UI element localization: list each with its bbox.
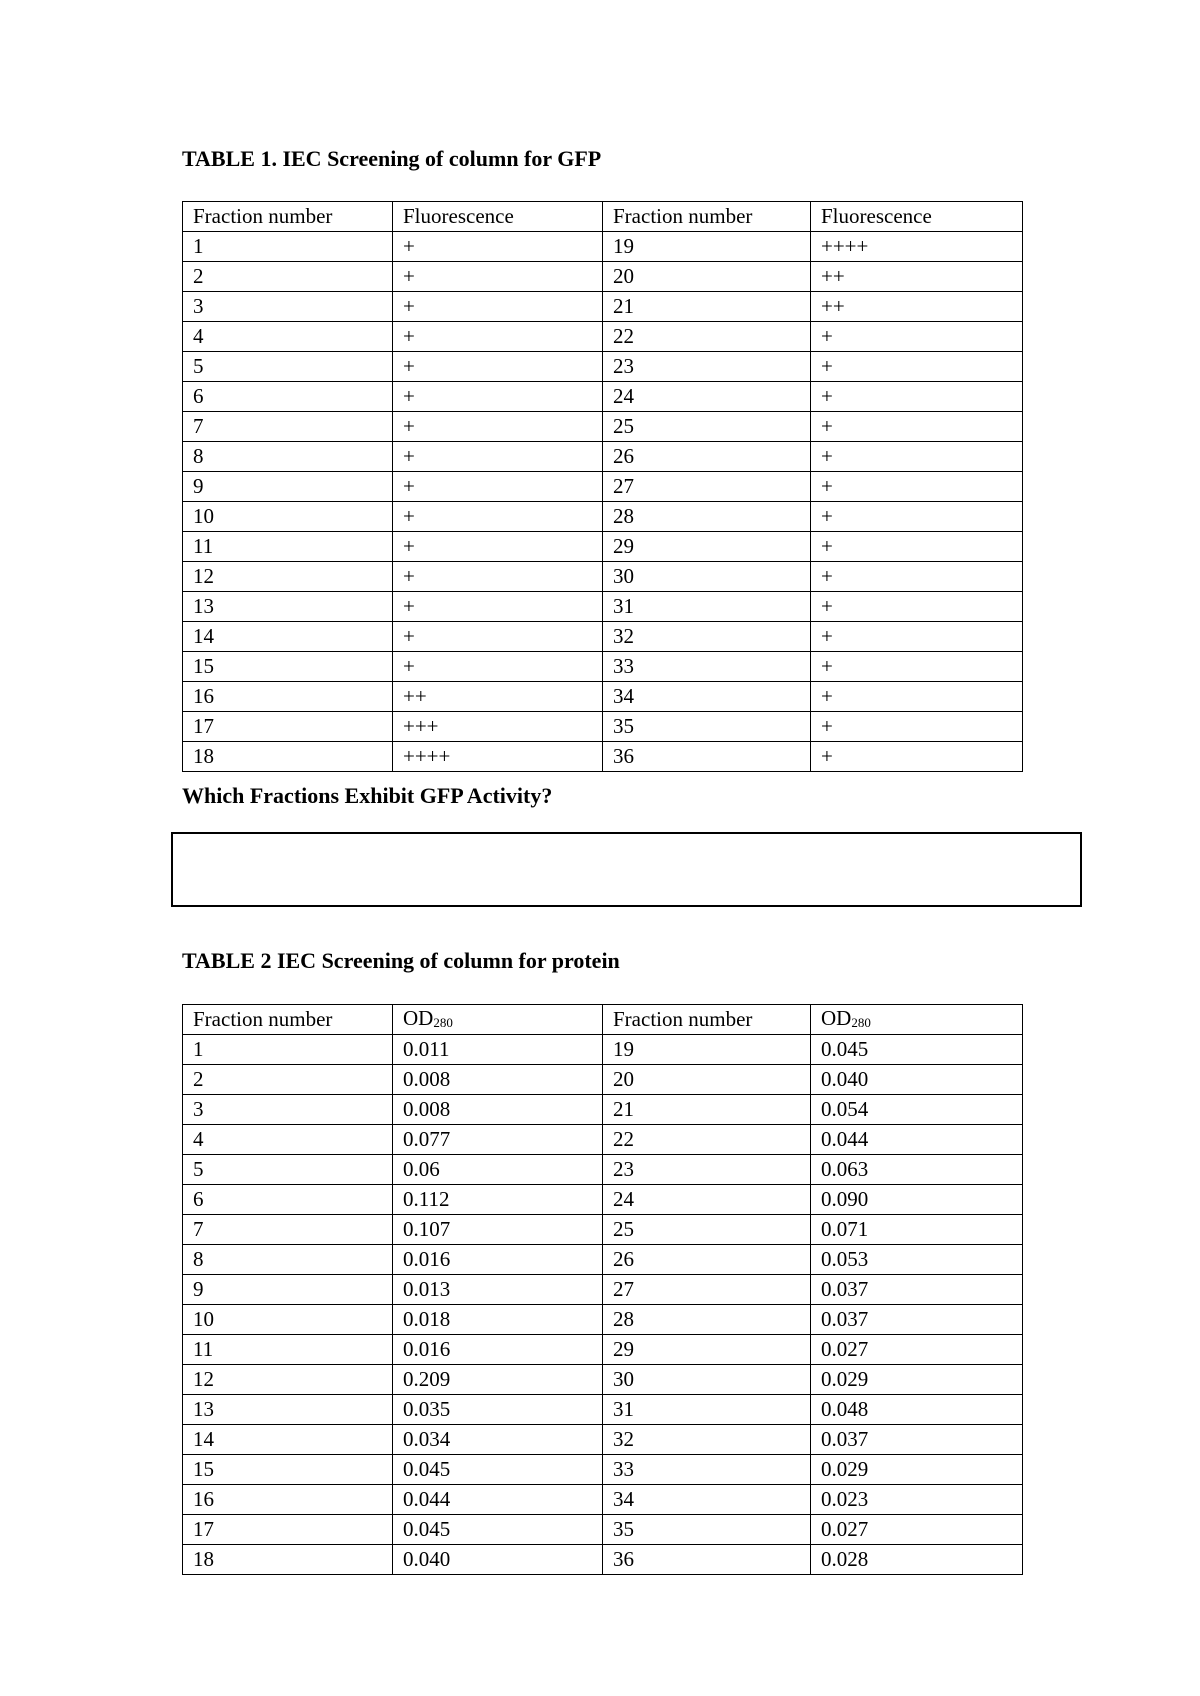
table-cell: 0.044 [393,1485,603,1515]
table-cell: + [393,352,603,382]
table-cell: 4 [183,1125,393,1155]
header-label: Fraction number [193,1007,333,1031]
header-cell: Fraction number [183,202,393,232]
table-cell: 13 [183,1395,393,1425]
table-cell: 0.027 [811,1515,1023,1545]
table-cell: 21 [603,1095,811,1125]
table-row [183,352,1023,382]
table-cell: 0.040 [811,1065,1023,1095]
table1-body [183,202,1023,772]
table-row [183,652,1023,682]
table-cell: 0.037 [811,1275,1023,1305]
table-row [183,712,1023,742]
header-cell [603,1005,811,1035]
table-row [183,1065,1023,1095]
table-cell: 13 [183,592,393,622]
table-header-row [183,1005,1023,1035]
table-cell: + [811,352,1023,382]
table-cell: 0.209 [393,1365,603,1395]
table-cell: 0.045 [393,1515,603,1545]
table-cell: + [811,322,1023,352]
table-cell: ++++ [393,742,603,772]
table-cell: 0.008 [393,1095,603,1125]
table-row [183,1395,1023,1425]
table-cell: 1 [183,1035,393,1065]
table-cell: 3 [183,292,393,322]
table-cell: 0.063 [811,1155,1023,1185]
table-cell: + [393,382,603,412]
answer-box[interactable] [171,832,1082,907]
table-cell: 17 [183,712,393,742]
table-cell: 32 [603,1425,811,1455]
table-cell: 9 [183,1275,393,1305]
table-cell: + [811,532,1023,562]
table-cell: + [811,472,1023,502]
header-cell: Fraction number [603,202,811,232]
table-cell: ++ [393,682,603,712]
table-cell: + [393,292,603,322]
header-cell: Fluorescence [393,202,603,232]
table-cell: 0.016 [393,1245,603,1275]
table-cell: + [811,412,1023,442]
table-cell: 0.071 [811,1215,1023,1245]
table-cell: 0.013 [393,1275,603,1305]
table-cell: + [811,592,1023,622]
table-row [183,382,1023,412]
gfp-fluorescence-table [182,201,1023,772]
table-cell: 32 [603,622,811,652]
table-row [183,412,1023,442]
table-cell: 11 [183,1335,393,1365]
table-cell: 0.037 [811,1425,1023,1455]
table-cell: 18 [183,1545,393,1575]
table-cell: 5 [183,1155,393,1185]
table-cell: 20 [603,1065,811,1095]
table-cell: 0.029 [811,1365,1023,1395]
table-cell: 6 [183,382,393,412]
table-cell: 12 [183,1365,393,1395]
table-cell: + [811,652,1023,682]
table-cell: ++ [811,262,1023,292]
table-cell: + [393,562,603,592]
header-cell [811,1005,1023,1035]
table-cell: 30 [603,1365,811,1395]
table-cell: 16 [183,682,393,712]
table-row [183,1515,1023,1545]
table-row [183,1185,1023,1215]
header-cell [393,1005,603,1035]
table-cell: 6 [183,1185,393,1215]
table-cell: 11 [183,532,393,562]
table-cell: 29 [603,1335,811,1365]
table-cell: 0.040 [393,1545,603,1575]
table-cell: 27 [603,472,811,502]
table-cell: + [393,652,603,682]
table-row [183,592,1023,622]
table-cell: 19 [603,232,811,262]
table-cell: 28 [603,1305,811,1335]
table-cell: + [393,442,603,472]
table-row [183,562,1023,592]
table-cell: 0.107 [393,1215,603,1245]
table-row [183,1155,1023,1185]
table-cell: 9 [183,472,393,502]
table-cell: 0.045 [393,1455,603,1485]
table-cell: 23 [603,352,811,382]
table-cell: 0.016 [393,1335,603,1365]
table-cell: 5 [183,352,393,382]
table-cell: 0.018 [393,1305,603,1335]
table-cell: 29 [603,532,811,562]
table-cell: + [393,622,603,652]
table-cell: 3 [183,1095,393,1125]
table-cell: 35 [603,712,811,742]
table-cell: 36 [603,742,811,772]
table-cell: 28 [603,502,811,532]
table-cell: 0.090 [811,1185,1023,1215]
table-row [183,262,1023,292]
table-cell: 22 [603,322,811,352]
table-cell: 0.054 [811,1095,1023,1125]
table-cell: + [393,262,603,292]
table-cell: 14 [183,1425,393,1455]
table-cell: 26 [603,442,811,472]
table-row [183,1245,1023,1275]
table2-body [183,1005,1023,1575]
table-cell: 0.023 [811,1485,1023,1515]
table-cell: + [811,502,1023,532]
table-cell: 2 [183,262,393,292]
table-cell: 0.045 [811,1035,1023,1065]
table-row [183,682,1023,712]
table-row [183,472,1023,502]
table-cell: + [393,532,603,562]
table-row [183,1455,1023,1485]
table-cell: + [811,712,1023,742]
table-row [183,322,1023,352]
protein-od-table [182,1004,1023,1575]
table-cell: 0.008 [393,1065,603,1095]
table-row [183,1305,1023,1335]
table-cell: 7 [183,1215,393,1245]
table-cell: 25 [603,1215,811,1245]
table-cell: 7 [183,412,393,442]
table-cell: + [811,622,1023,652]
table-row [183,532,1023,562]
table-cell: 1 [183,232,393,262]
table-cell: + [811,742,1023,772]
table-cell: 31 [603,592,811,622]
table-row [183,1095,1023,1125]
table-header-row [183,202,1023,232]
table-cell: 10 [183,1305,393,1335]
table-row [183,292,1023,322]
table-cell: 33 [603,1455,811,1485]
table-cell: 36 [603,1545,811,1575]
table-cell: 31 [603,1395,811,1425]
table1-title: TABLE 1. IEC Screening of column for GFP [182,146,602,171]
table-row [183,1545,1023,1575]
question-text: Which Fractions Exhibit GFP Activity? [182,783,553,808]
table-cell: 0.044 [811,1125,1023,1155]
header-label: OD [403,1006,434,1030]
table-cell: 12 [183,562,393,592]
table-cell: ++++ [811,232,1023,262]
table-cell: + [393,322,603,352]
table-cell: 27 [603,1275,811,1305]
table-row [183,1215,1023,1245]
table-cell: 24 [603,382,811,412]
table-cell: 0.011 [393,1035,603,1065]
table-cell: + [811,382,1023,412]
table-cell: 0.028 [811,1545,1023,1575]
table-cell: 35 [603,1515,811,1545]
table-cell: 22 [603,1125,811,1155]
table-cell: 17 [183,1515,393,1545]
table-cell: 34 [603,1485,811,1515]
header-cell: Fluorescence [811,202,1023,232]
table-cell: 33 [603,652,811,682]
table-cell: +++ [393,712,603,742]
table-cell: 25 [603,412,811,442]
table-cell: + [811,562,1023,592]
table-cell: 21 [603,292,811,322]
header-subscript: 280 [433,1015,453,1030]
table-cell: 19 [603,1035,811,1065]
table-row [183,232,1023,262]
table-row [183,1125,1023,1155]
table-row [183,1485,1023,1515]
table-cell: + [393,502,603,532]
table-cell: 23 [603,1155,811,1185]
table-cell: 0.053 [811,1245,1023,1275]
table-row [183,442,1023,472]
table-cell: 4 [183,322,393,352]
table-cell: 15 [183,1455,393,1485]
table-cell: 8 [183,1245,393,1275]
table-row [183,622,1023,652]
table-cell: ++ [811,292,1023,322]
table-cell: 0.077 [393,1125,603,1155]
header-label: OD [821,1006,852,1030]
header-cell [183,1005,393,1035]
table-row [183,742,1023,772]
table-cell: 14 [183,622,393,652]
table-row [183,1335,1023,1365]
table-cell: 26 [603,1245,811,1275]
table-row [183,1365,1023,1395]
table-cell: 0.029 [811,1455,1023,1485]
table-row [183,1275,1023,1305]
table-cell: 8 [183,442,393,472]
table-cell: 0.06 [393,1155,603,1185]
table-cell: 0.027 [811,1335,1023,1365]
header-subscript: 280 [851,1015,871,1030]
table-cell: 18 [183,742,393,772]
table-cell: + [393,592,603,622]
table-row [183,1425,1023,1455]
table-cell: + [393,412,603,442]
table-cell: + [393,232,603,262]
table-cell: 24 [603,1185,811,1215]
table-cell: 0.048 [811,1395,1023,1425]
table-cell: 0.034 [393,1425,603,1455]
table-cell: 0.035 [393,1395,603,1425]
table-row [183,1035,1023,1065]
table-cell: + [811,442,1023,472]
table-cell: 0.112 [393,1185,603,1215]
table-cell: + [811,682,1023,712]
table-row [183,502,1023,532]
table-cell: 10 [183,502,393,532]
table-cell: 2 [183,1065,393,1095]
table-cell: 30 [603,562,811,592]
header-label: Fraction number [613,1007,753,1031]
table2-title: TABLE 2 IEC Screening of column for protein [182,948,620,973]
table-cell: 0.037 [811,1305,1023,1335]
table-cell: 16 [183,1485,393,1515]
table-cell: 20 [603,262,811,292]
table-cell: + [393,472,603,502]
table-cell: 15 [183,652,393,682]
table-cell: 34 [603,682,811,712]
